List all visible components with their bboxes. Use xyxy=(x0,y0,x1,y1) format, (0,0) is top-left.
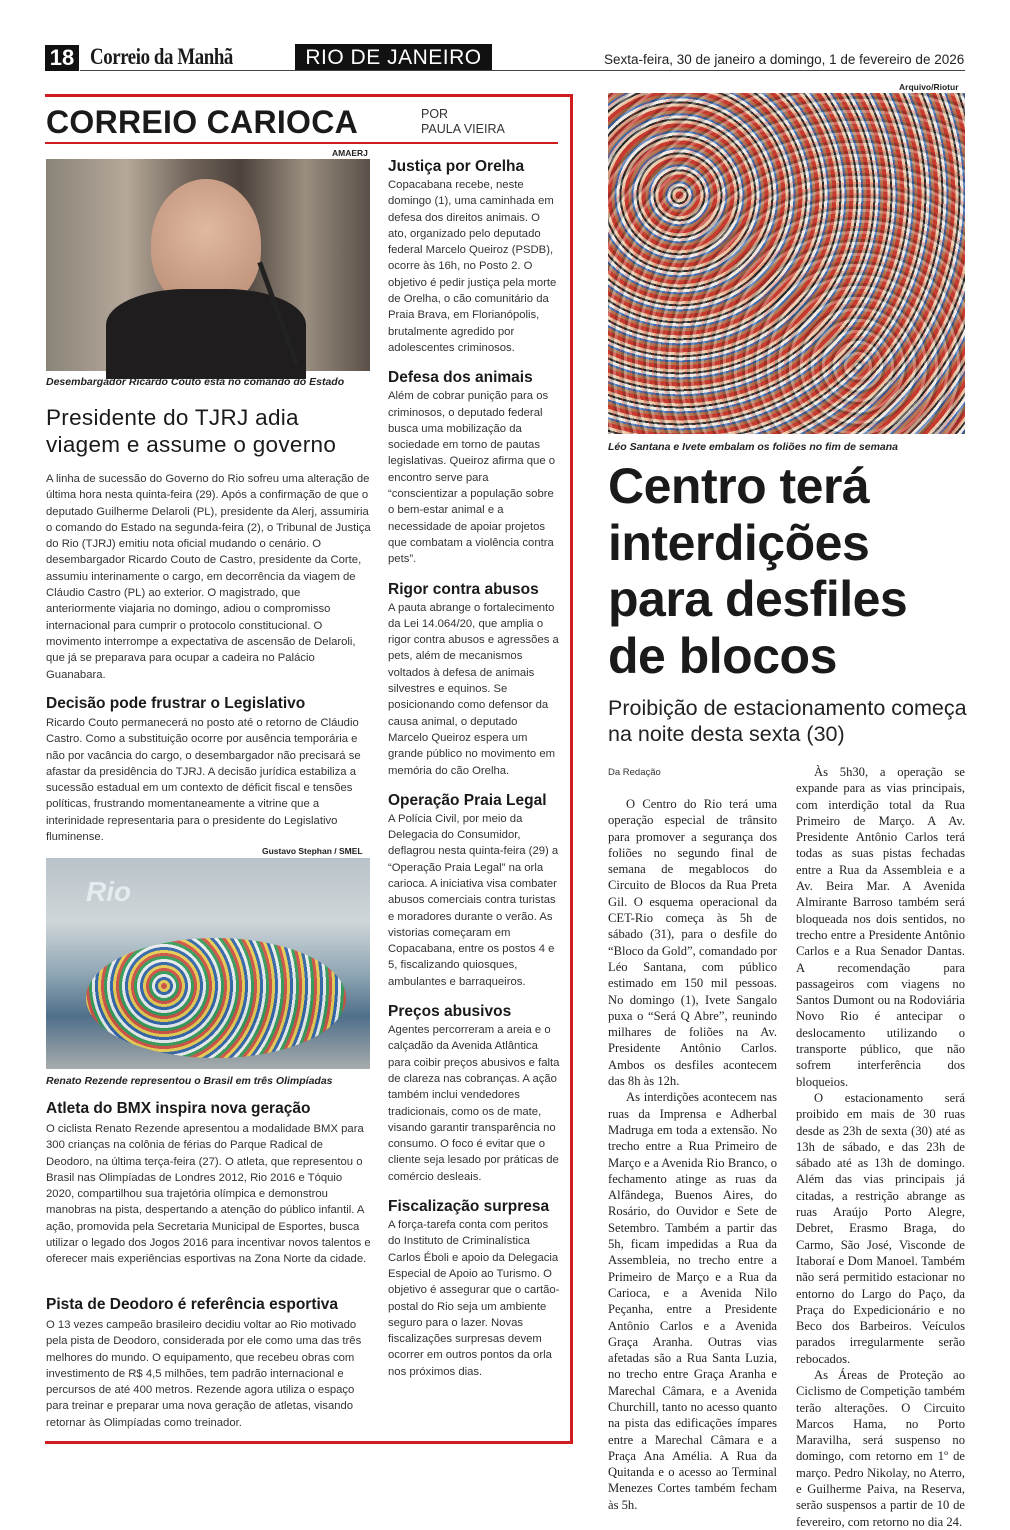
article-subheading: Pista de Deodoro é referência esportiva xyxy=(46,1296,339,1313)
article-body: O ciclista Renato Rezende apresentou a modalidade BMX para 300 crianças na colônia de férias do Parque Radical de Deodoro, na última terça-feira (27). O atleta, que representou o Brasil nas Olimpíadas de Londres 2012, Rio 2016 e Tóquio 2020, compartilhou sua trajetória olímpica e demonstrou manobras na pista, despertando a atenção do público infantil. A ação, promovida pela Secretaria Municipal de Esportes, busca utilizar o legado dos Jogos 2016 para incentivar novos talentos e oferecer mais experiências esportivas na Zona Norte da cidade. xyxy=(46,1123,371,1266)
column-title-underline xyxy=(45,142,558,144)
article-body: Ricardo Couto permanecerá no posto até o retorno de Cláudio Castro. Como a substituição ocorre por ausência temporária e não por vacância do cargo, o desembargador não precisará se afastar da presidência do TJRJ. A decisão jurídica estabiliza a sucessão estadual em um contexto de déficit fiscal e tensões políticas, frustrando momentaneamente a vitrine que a interinidade representaria para o presidente do Legislativo fluminense. xyxy=(46,717,361,844)
edition-date: Sexta-feira, 30 de janeiro a domingo, 1 de fevereiro de 2026 xyxy=(604,52,965,67)
author-prefix: POR xyxy=(421,107,449,121)
photo-bmx-children: Rio xyxy=(46,858,370,1069)
main-headline: Centro terá interdições para desfiles de blocos xyxy=(608,458,908,684)
note-title: Preços abusivos xyxy=(388,1003,512,1021)
article-paragraph: O Centro do Rio terá uma operação especial de trânsito para promover a segurança dos foliões no segundo final de semana de megablocos do Circuito de Blocos da Rua Preta Gil. O esquema operacional da CET-Rio começa às 5h de sábado (31), para o desfile do “Bloco da Gold”, comandado por Léo Santana, com público estimado em 150 mil pessoas. No domingo (1), Ivete Sangalo puxa o “Será Q Abre”, reunindo milhares de foliões na Av. Presidente Antônio Carlos. Ambos os desfiles acontecem das 8h às 12h. xyxy=(608,797,777,1089)
article-paragraph: As interdições acontecem nas ruas da Imprensa e Adherbal Madruga em toda a extensão. No trecho entre a Rua Primeiro de Março e a Avenida Rio Branco, o fechamento atinge as ruas da Alfândega, Buenos Aires, do Rosário, do Ouvidor e Sete de Setembro. Também a partir das 5h, ficam impedidas a Rua da Assembleia, no trecho entre a Primeiro de Março e a Rua da Carioca, e a Avenida Nilo Peçanha, entre a Presidente Antônio Carlos e a Avenida Graça Aranha. Outras vias afetadas são a Rua Santa Luzia, no trecho entre Graça Aranha e Marechal Câmara, e a Avenida Churchill, tanto no acesso quanto na pista das edificações ímpares entre a Marechal Câmara e a Praça Ana Amélia. A Rua da Quitanda e o acesso ao Terminal Menezes Cortes também fecham às 5h. xyxy=(608,1090,777,1512)
article-body: A linha de sucessão do Governo do Rio sofreu uma alteração de última hora nesta quinta-feira (29). Após a confirmação de que o deputado Guilherme Delaroli (PL), presidente da Alerj, assumiria o comando do Estado na segunda-feira (2), o Tribunal de Justiça do Rio (TJRJ) emitiu nota oficial mudando o cenário. O desembargador Ricardo Couto de Castro, presidente da Corte, assumiu interinamente o cargo, em decorrência da viagem de Cláudio Castro (PL) ao exterior. O magistrado, que anteriormente viajaria no domingo, adiou o compromisso internacional para cumprir o protocolo constitucional. O movimento interrompe a expectativa de ascensão de Delaroli, que já se preparava para ocupar a cadeira no Palácio Guanabara. xyxy=(46,473,371,681)
note-text: Agentes percorreram a areia e o calçadão da Avenida Atlântica para coibir preços abusivos e falta de clareza nas cobranças. A ação também inclui vendedores tradicionais, como os de mate, visando garantir transparência no consumo. O foco é evitar que o cliente seja lesado por práticas de comércio desleais. xyxy=(388,1024,560,1183)
photo-caption: Léo Santana e Ivete embalam os foliões no fim de semana xyxy=(608,441,899,453)
photo-caption: Renato Rezende representou o Brasil em três Olimpíadas xyxy=(46,1075,333,1087)
header-rule xyxy=(80,70,965,71)
article-subheading: Decisão pode frustrar o Legislativo xyxy=(46,695,306,712)
article-subheading: Atleta do BMX inspira nova geração xyxy=(46,1100,311,1117)
note-title: Rigor contra abusos xyxy=(388,580,539,598)
byline: Da Redação xyxy=(608,767,661,778)
newspaper-logo: Correio da Manhã xyxy=(90,44,233,69)
column-border-right xyxy=(570,94,573,1444)
page-number: 18 xyxy=(45,45,79,71)
photo-desembargador xyxy=(46,159,370,371)
note-text: Além de cobrar punição para os criminosos, o deputado federal busca uma mobilização da sociedade em torno de pautas legislativas. Queiroz afirma que o encontro serve para “conscientizar a população sobre o bem-estar animal e a necessidade de apoiar projetos que combatam a violência contra pets”. xyxy=(388,390,556,566)
article-paragraph: O estacionamento será proibido em mais de 30 ruas desde as 23h de sexta (30) até as 13h de sábado, e das 23h de sábado até as 13h de domingo. Além das vias principais já citadas, a restrição abrange as ruas Araújo Porto Alegre, Debret, Erasmo Braga, do Carmo, São José, Visconde de Itaboraí e Dom Manoel. Também não será permitido estacionar no entorno do Largo do Paço, da Praça do Expedicionário e no Beco dos Barbeiros. Veículos parados irregularmente serão rebocados. xyxy=(796,1090,965,1366)
notes-column xyxy=(388,157,560,1392)
note-text: A pauta abrange o fortalecimento da Lei 14.064/20, que amplia o rigor contra abusos e agressões a pets, além de mecanismos voltados à defesa de animais silvestres e equinos. Se posicionando como defensor da causa animal, o deputado Marcelo Queiroz espera um grande público no movimento em memória do cão Orelha. xyxy=(388,601,559,777)
author-name: PAULA VIEIRA xyxy=(421,122,505,136)
article-body: O 13 vezes campeão brasileiro decidiu voltar ao Rio motivado pela pista de Deodoro, considerada por ele como uma das três melhores do mundo. O equipamento, que recebeu obras com investimento de R$ 4,5 milhões, tem padrão internacional e percursos de até 400 metros. Rezende agora utiliza o espaço para treinar e preparar uma nova geração de atletas, visando retornar às Olimpíadas como treinador. xyxy=(46,1319,362,1429)
column-title: CORREIO CARIOCA xyxy=(46,104,359,140)
photo-credit: Gustavo Stephan / SMEL xyxy=(262,846,363,856)
note-text: A Polícia Civil, por meio da Delegacia do Consumidor, deflagrou nesta quinta-feira (29) a “Operação Praia Legal” na orla carioca. A iniciativa visa combater abusos comerciais contra turistas e moradores durante o verão. As vistorias começaram em Copacabana, entre os postos 4 e 5, fiscalizando quiosques, ambulantes e barraqueiros. xyxy=(388,812,559,988)
article-headline: Presidente do TJRJ adia viagem e assume o governo xyxy=(46,405,337,457)
photo-credit: AMAERJ xyxy=(332,148,368,158)
note-text: A força-tarefa conta com peritos do Instituto de Criminalística Carlos Éboli e apoio da Delegacia Especial de Apoio ao Turismo. O objetivo é assegurar que o cartão-postal do Rio seja um ambiente seguro para o lazer. Novas fiscalizações surpresas devem ocorrer em outros pontos da orla nos próximos dias. xyxy=(388,1219,560,1378)
article-column-2 xyxy=(796,764,965,1530)
column-border-bottom xyxy=(45,1441,573,1444)
photo-caption: Desembargador Ricardo Couto está no comando do Estado xyxy=(46,376,345,388)
photo-carnival-crowd xyxy=(608,93,965,434)
note-title: Operação Praia Legal xyxy=(388,791,547,809)
article-paragraph: As Áreas de Proteção ao Ciclismo de Competição também terão alterações. O Circuito Marcos Hama, no Porto Maravilha, será suspenso no domingo, com retorno em 1º de março. Pedro Nikolay, no Aterro, e Guilherme Paiva, na Reserva, serão suspensos a partir de 10 de fevereiro, com retorno no dia 24. xyxy=(796,1367,965,1529)
column-border-top xyxy=(45,94,573,97)
note-title: Defesa dos animais xyxy=(388,369,533,387)
section-label: RIO DE JANEIRO xyxy=(295,44,492,71)
note-title: Fiscalização surpresa xyxy=(388,1198,550,1216)
headline-deck: Proibição de estacionamento começa na noite desta sexta (30) xyxy=(608,696,967,746)
photo-credit: Arquivo/Riotur xyxy=(899,82,959,92)
article-paragraph: Às 5h30, a operação se expande para as vias principais, com interdição total da Rua Primeiro de Março. A Av. Presidente Antônio Carlos terá todas as suas pistas fechadas entre a Rua da Assembleia e a Av. Beira Mar. A Avenida Almirante Barroso também será bloqueada nos dois sentidos, no trecho entre a Presidente Antônio Carlos e a Rua Senador Dantas. A recomendação para passageiros com viagens no Santos Dumont ou na Rodoviária Novo Rio é antecipar o deslocamento utilizando o transporte público, que não sofrem interferência dos bloqueios. xyxy=(796,765,965,1089)
note-text: Copacabana recebe, neste domingo (1), uma caminhada em defesa dos direitos animais. O ato, organizado pelo deputado federal Marcelo Queiroz (PSDB), ocorre às 16h, no Posto 2. O objetivo é pedir justiça pela morte de Orelha, o cão comunitário da Praia Brava, em Florianópolis, brutalmente agredido por adolescentes criminosos. xyxy=(388,179,557,354)
article-column-1 xyxy=(608,796,777,1513)
column-author xyxy=(421,107,505,137)
note-title: Justiça por Orelha xyxy=(388,158,525,175)
